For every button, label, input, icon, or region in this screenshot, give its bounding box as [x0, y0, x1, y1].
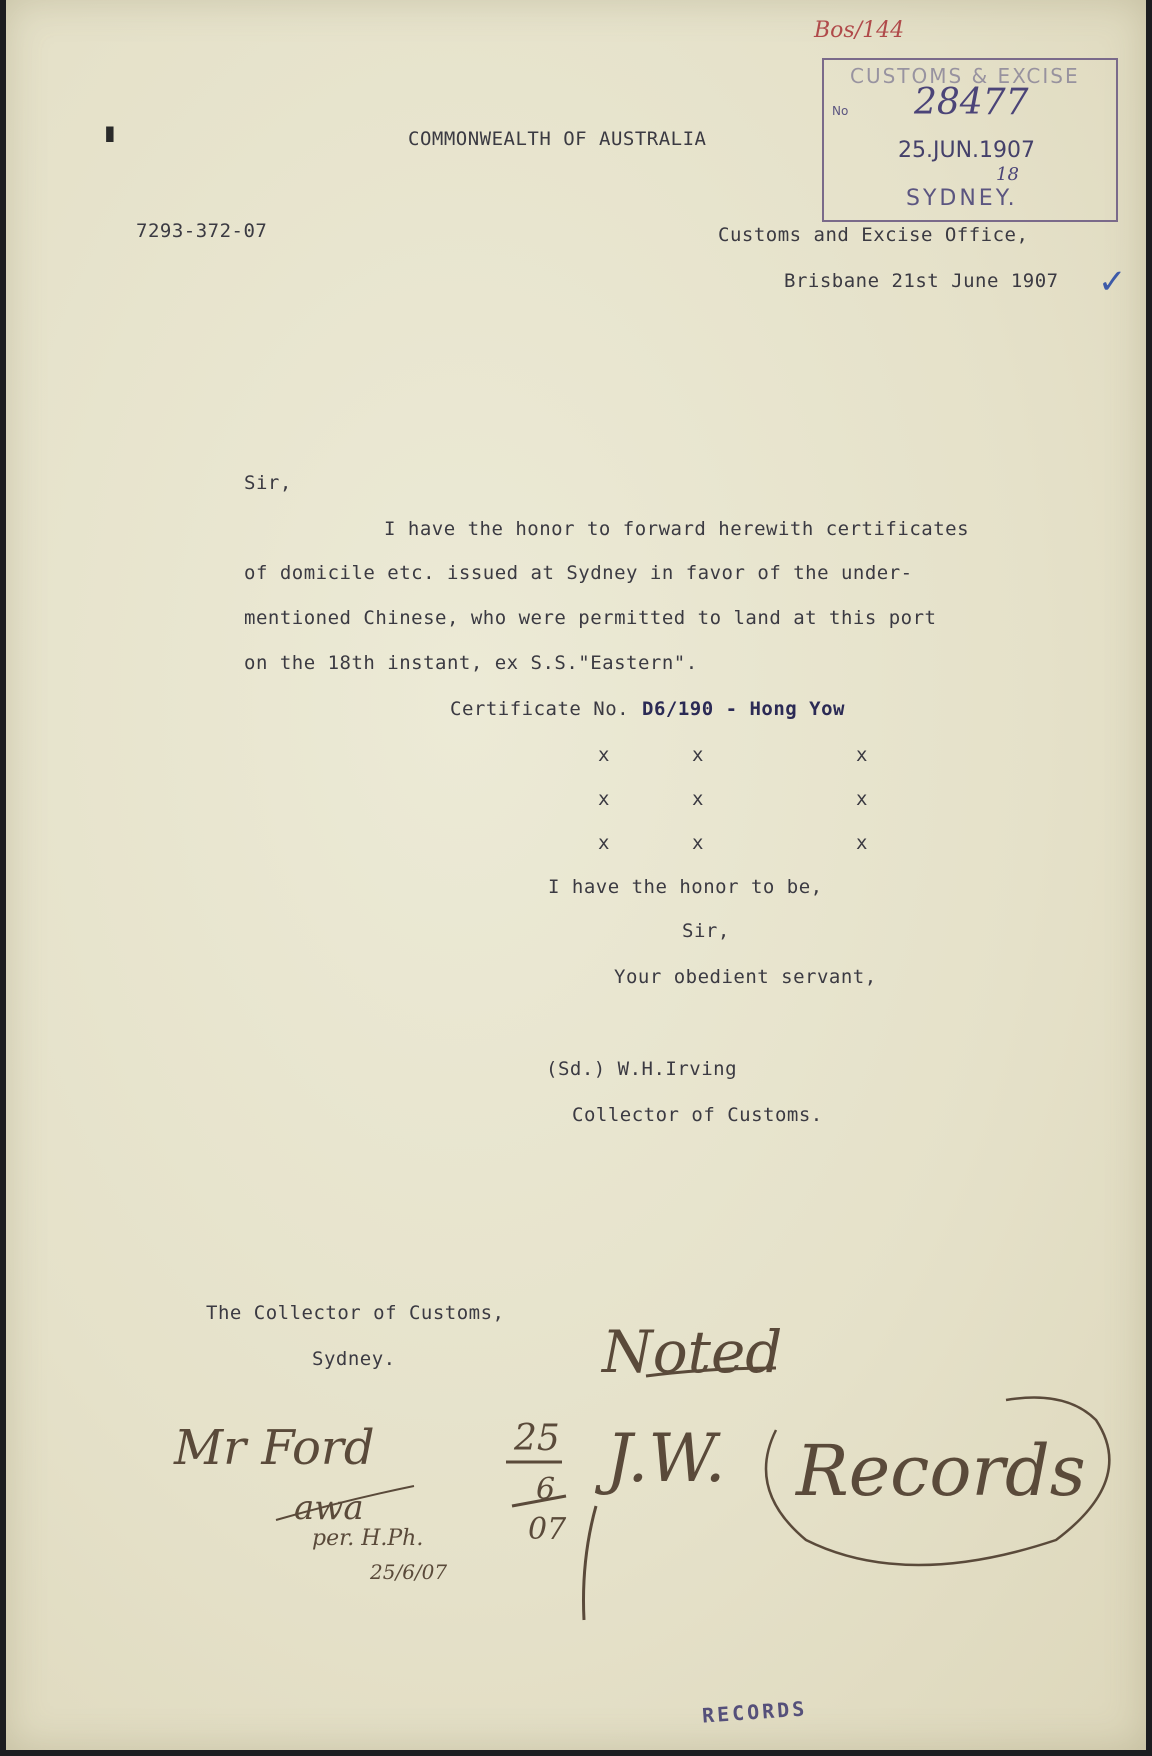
stamp-day-note: 18 — [996, 164, 1019, 185]
handwritten-fraction-top: 25 — [514, 1418, 560, 1459]
x-mark: x — [692, 788, 704, 810]
handwritten-awa: awa — [294, 1488, 364, 1528]
body-line-3: mentioned Chinese, who were permitted to land at this port — [244, 607, 937, 629]
closing-line: I have the honor to be, — [548, 876, 823, 898]
salutation: Sir, — [244, 472, 292, 494]
handwritten-date-small: 25/6/07 — [370, 1560, 448, 1584]
document-page — [6, 0, 1146, 1750]
stamp-no-label: No — [832, 104, 849, 118]
addressee-line-2: Sydney. — [312, 1348, 396, 1370]
stamp-city: SYDNEY. — [906, 186, 1018, 211]
addressee-line-1: The Collector of Customs, — [206, 1302, 505, 1324]
signature-title: Collector of Customs. — [572, 1104, 823, 1126]
x-mark: x — [856, 832, 868, 854]
handwritten-fraction-mid: 6 — [536, 1472, 556, 1507]
x-mark: x — [692, 832, 704, 854]
handwritten-fraction-bot: 07 — [528, 1512, 567, 1547]
document-title: COMMONWEALTH OF AUSTRALIA — [408, 128, 707, 150]
x-mark: x — [598, 832, 610, 854]
tick-mark: ✓ — [1098, 262, 1127, 302]
margin-mark: ▮ — [102, 118, 119, 148]
handwritten-records: Records — [796, 1430, 1086, 1512]
handwritten-noted: Noted — [602, 1318, 783, 1386]
records-stamp: RECORDS — [701, 1696, 809, 1728]
stamp-line-customs: CUSTOMS & EXCISE — [850, 64, 1080, 88]
body-line-1: I have the honor to forward herewith certificates — [384, 518, 970, 540]
received-stamp — [822, 58, 1118, 222]
body-line-4: on the 18th instant, ex S.S."Eastern". — [244, 652, 698, 674]
handwritten-mr-ford: Mr Ford — [174, 1420, 375, 1476]
stamp-date: 25.JUN.1907 — [898, 138, 1036, 163]
body-line-2: of domicile etc. issued at Sydney in favor of the under- — [244, 562, 913, 584]
x-mark: x — [598, 788, 610, 810]
date-line: Brisbane 21st June 1907 — [784, 270, 1059, 292]
closing-sir: Sir, — [682, 920, 730, 942]
signature: (Sd.) W.H.Irving — [546, 1058, 738, 1080]
x-mark: x — [856, 744, 868, 766]
handwritten-initials: J.W. — [606, 1420, 726, 1497]
handwritten-per: per. H.Ph. — [312, 1526, 424, 1551]
closing-servant: Your obedient servant, — [614, 966, 877, 988]
stamp-number: 28477 — [914, 82, 1029, 123]
certificate-number: D6/190 - Hong Yow — [642, 698, 845, 720]
x-mark: x — [856, 788, 868, 810]
x-mark: x — [598, 744, 610, 766]
file-reference: 7293-372-07 — [136, 220, 268, 242]
office-line: Customs and Excise Office, — [718, 224, 1029, 246]
stamp-top-annotation: Bos/144 — [814, 18, 905, 43]
certificate-label: Certificate No. — [450, 698, 630, 720]
x-mark: x — [692, 744, 704, 766]
